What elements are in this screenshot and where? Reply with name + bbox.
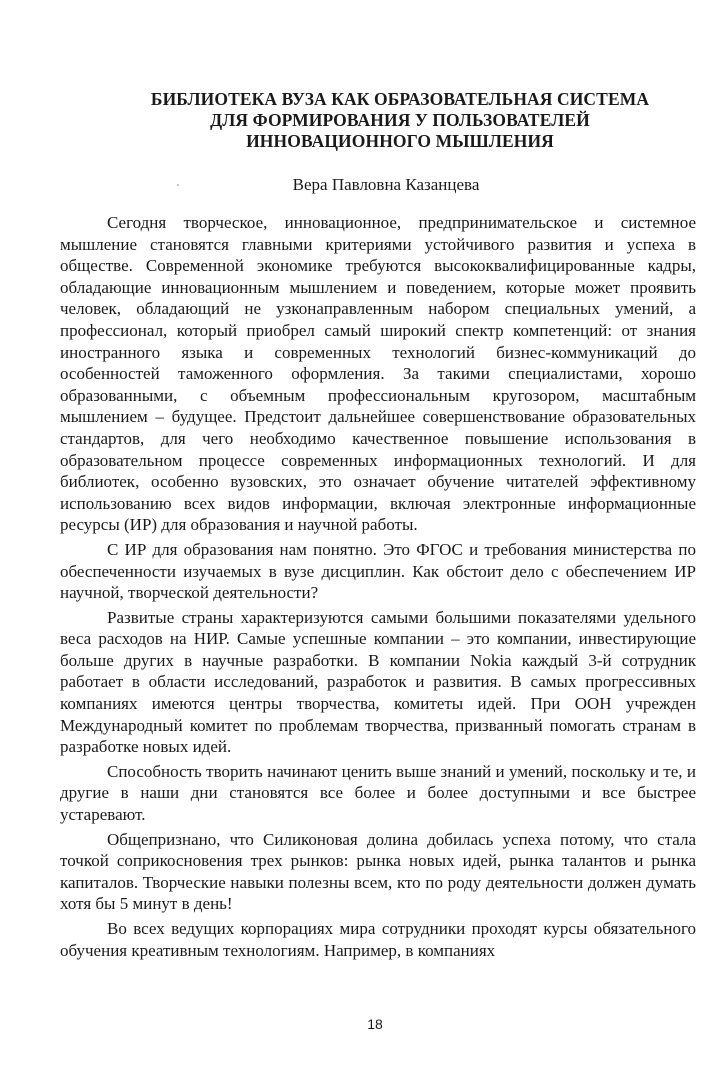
paragraph-3: Развитые страны характеризуются самыми большими показателями удельного веса расходов на НИР. Самые успешные компании – это компании, инвестирующие больше других в научные разработки. В компании Nokia каждый 3-й сотрудник работает в области исследований, разработок и развития. В самых прогрессивных компаниях имеются центры творчества, комитеты идей. При ООН учрежден Международный комитет по проблемам творчества, призванный помогать странам в разработке новых идей. [60, 607, 696, 757]
article-body [60, 212, 696, 961]
article-title [100, 89, 700, 152]
paragraph-5: Общепризнано, что Силиконовая долина добилась успеха потому, что стала точкой соприкосновения трех рынков: рынка новых идей, рынка талантов и рынка капиталов. Творческие навыки полезны всем, кто по роду деятельности должен думать хотя бы 5 минут в день! [60, 829, 696, 914]
page-number: 18 [367, 1016, 383, 1032]
paragraph-6: Во всех ведущих корпорациях мира сотрудники проходят курсы обязательного обучения креативным технологиям. Например, в компаниях [60, 919, 696, 960]
paragraph-1: Сегодня творческое, инновационное, предпринимательское и системное мышление становятся главными критериями устойчивого развития и успеха в обществе. Современной экономике требуются высококвалифицированные кадры, обладающие инновационным мышлением и поведением, которые может проявить человек, обладающий не узконаправленным набором специальных умений, а профессионал, который приобрел самый широкий спектр компетенций: от знания иностранного языка и современных технологий бизнес-коммуникаций до особенностей таможенного оформления. За такими специалистами, хорошо образованными, с объемным профессиональным кругозором, масштабным мышлением – будущее. Предстоит дальнейшее совершенствование образовательных стандартов, для чего необходимо качественное повышение использования в образовательном процессе современных информационных технологий. И для библиотек, особенно вузовских, это означает обучение читателей эффективному использованию всех видов информации, включая электронные информационные ресурсы (ИР) для образования и научной работы. [60, 213, 696, 535]
title-line-1: БИБЛИОТЕКА ВУЗА КАК ОБРАЗОВАТЕЛЬНАЯ СИСТЕМА [150, 89, 650, 109]
title-line-2: ДЛЯ ФОРМИРОВАНИЯ У ПОЛЬЗОВАТЕЛЕЙ [210, 110, 590, 130]
title-line-3: ИННОВАЦИОННОГО МЫШЛЕНИЯ [246, 131, 554, 151]
paragraph-2: С ИР для образования нам понятно. Это ФГОС и требования министерства по обеспеченности изучаемых в вузе дисциплин. Как обстоит дело с обеспечением ИР научной, творческой деятельности? [60, 539, 696, 603]
author-name: Вера Павловна Казанцева [292, 175, 480, 194]
paragraph-4: Способность творить начинают ценить выше знаний и умений, поскольку и те, и другие в наши дни становятся все более и более доступными и все быстрее устаревают. [60, 761, 696, 825]
